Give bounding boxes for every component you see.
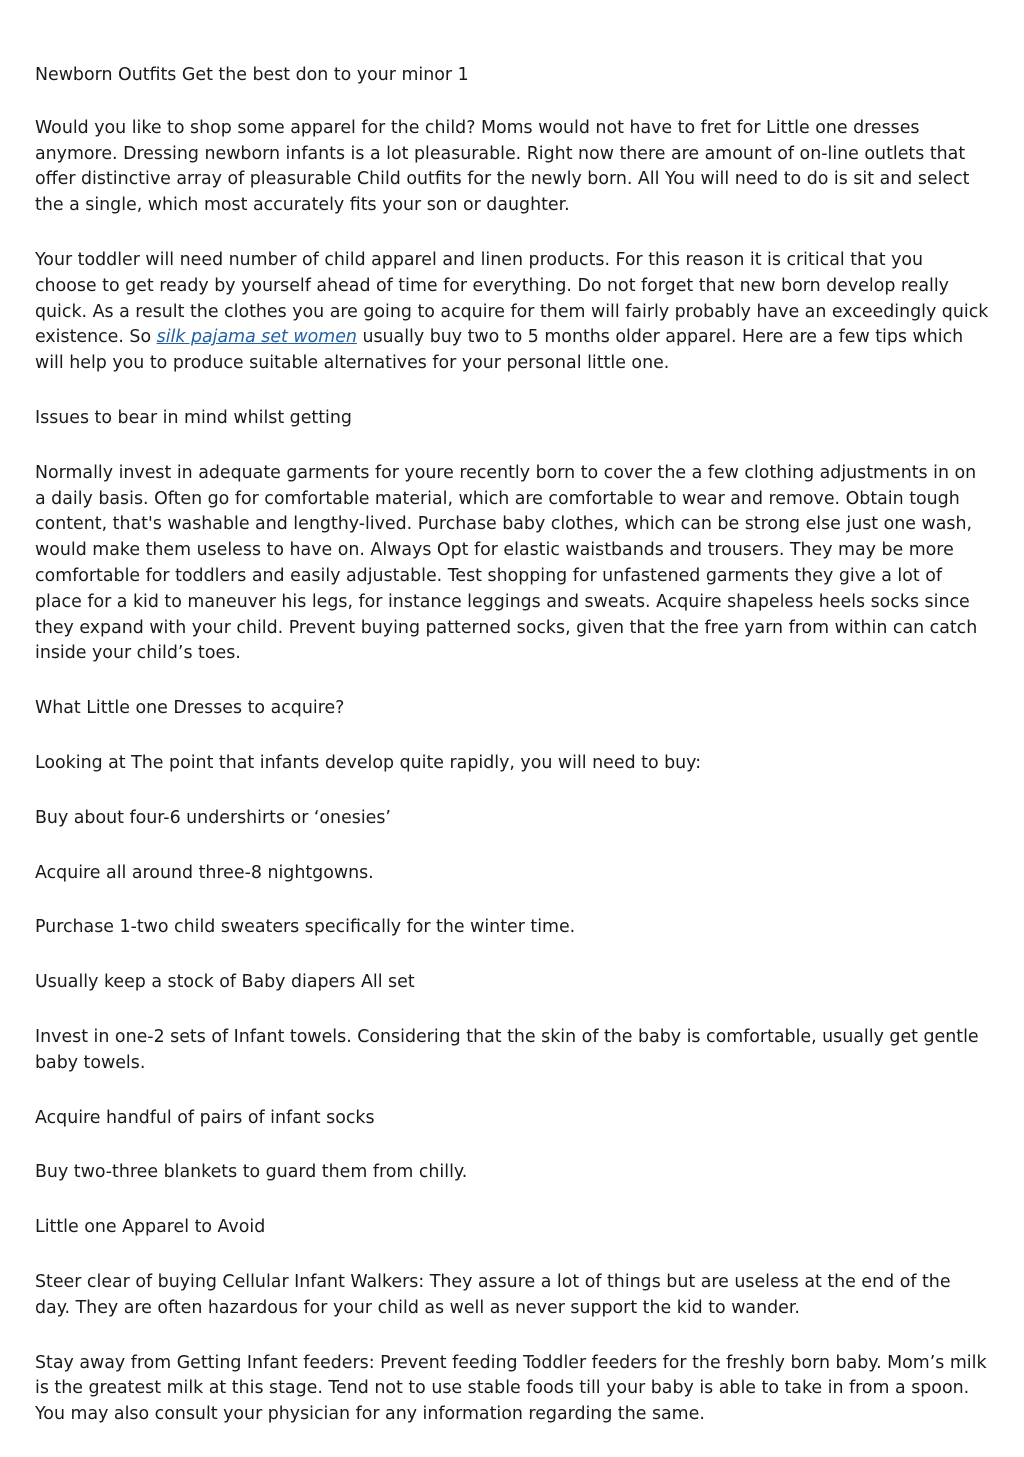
silk-pajama-link[interactable]: silk pajama set women: [156, 327, 357, 348]
what-to-acquire-heading: What Little one Dresses to acquire?: [35, 698, 345, 719]
list-item-diapers: Usually keep a stock of Baby diapers All set: [35, 972, 415, 993]
document-title: Newborn Outfits Get the best don to your minor 1: [35, 65, 469, 85]
list-item-nightgowns: Acquire all around three-8 nightgowns.: [35, 862, 374, 883]
intro-paragraph: Would you like to shop some apparel for the child? Moms would not have to fret for Little one dresses anymore. Dressing newborn infants is a lot pleasurable. Right now there are amount of on-line outlets that offer distinctive array of pleasurable Child outfits for the newly born. All You will need to do is sit and select the a single, which most accurately fits your son or daughter.: [35, 117, 970, 216]
apparel-to-avoid-heading: Little one Apparel to Avoid: [35, 1217, 266, 1238]
list-item-blankets: Buy two-three blankets to guard them from chilly.: [35, 1162, 468, 1183]
document-page: [35, 63, 990, 1457]
issues-heading: Issues to bear in mind whilst getting: [35, 407, 352, 428]
paragraph-text-before-link: Your toddler will need number of child apparel and linen products. For this reason it is critical that you choose to get ready by yourself ahead of time for everything. Do not forget that new born develop really quick. As a result the clothes you are going to acquire for them will fairly probably have an exceedingly quick existence. So: [35, 249, 989, 348]
list-item-towels: Invest in one-2 sets of Infant towels. Considering that the skin of the baby is comfortable, usually get gentle baby towels.: [35, 1026, 979, 1073]
list-item-sweaters: Purchase 1-two child sweaters specifically for the winter time.: [35, 917, 576, 938]
paragraph-text-after-link: usually buy two to 5 months older apparel. Here are a few tips which will help you to produce suitable alternatives for your personal little one.: [35, 327, 964, 374]
avoid-feeders-paragraph: Stay away from Getting Infant feeders: Prevent feeding Toddler feeders for the freshly born baby. Mom’s milk is the greatest milk at this stage. Tend not to use stable foods till your baby is able to take in from a spoon. You may also consult your physician for any information regarding the same.: [35, 1352, 987, 1425]
growth-paragraph: Looking at The point that infants develop quite rapidly, you will need to buy:: [35, 752, 702, 773]
toddler-needs-paragraph: [35, 248, 990, 377]
garment-tips-paragraph: Normally invest in adequate garments for youre recently born to cover the a few clothing adjustments in on a daily basis. Often go for comfortable material, which are comfortable to wear and remove. Obtain tough content, that's washable and lengthy-lived. Purchase baby clothes, which can be strong else just one wash, would make them useless to have on. Always Opt for elastic waistbands and trousers. They may be more comfortable for toddlers and easily adjustable. Test shopping for unfastened garments they give a lot of place for a kid to maneuver his legs, for instance leggings and sweats. Acquire shapeless heels socks since they expand with your child. Prevent buying patterned socks, given that the free yarn from within can catch inside your child’s toes.: [35, 462, 978, 664]
avoid-walkers-paragraph: Steer clear of buying Cellular Infant Walkers: They assure a lot of things but are useless at the end of the day. They are often hazardous for your child as well as never support the kid to wander.: [35, 1271, 951, 1318]
list-item-undershirts: Buy about four-6 undershirts or ‘onesies’: [35, 807, 391, 828]
list-item-socks: Acquire handful of pairs of infant socks: [35, 1107, 375, 1128]
